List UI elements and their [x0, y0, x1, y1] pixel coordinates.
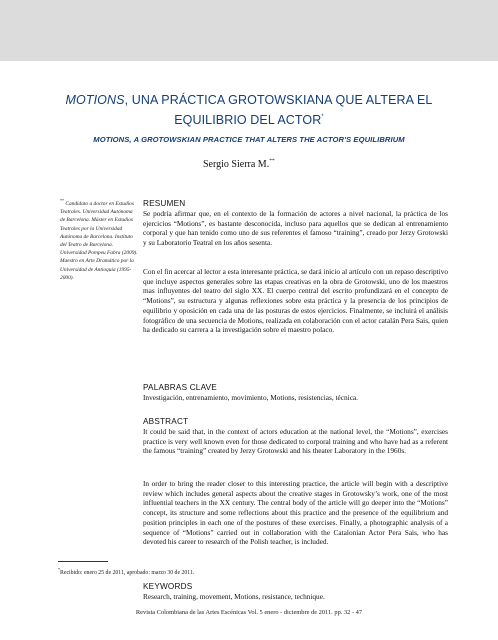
title-rest: , UNA PRÁCTICA GROTOWSKIANA QUE ALTERA EL [124, 93, 433, 107]
palabras-clave-section [143, 383, 448, 403]
footnote [58, 567, 358, 576]
resumen-paragraph-2: Con el fin acercar al lector a esta interesante práctica, se dará inicio al artículo con un repaso descriptivo que incluye aspectos generales sobre las etapas creativas en la obra de Grotowski, uno de los maestros mas influyentes del teatro del siglo XX. El cuerpo central del escrito profundizará en el concepto de “Motions”, su estructura y algunas reflexiones sobre esta práctica y la presencia de los principios de equilibrio y oposición en cada una de las posturas de estos ejercicios. Finalmente, se incluirá el análisis fotográfico de una secuencia de Motions, realizada en colaboración con el actor catalán Pera Sais, quien ha dedicado su carrera a la investigación sobre el maestro polaco. [143, 267, 448, 335]
title-line2: EQUILIBRIO DEL ACTOR [174, 113, 322, 127]
footnote-divider [58, 561, 108, 562]
journal-footer: Revista Colombiana de las Artes Escénicas Vol. 5 enero - diciembre de 2011. pp. 32 - 47 [135, 609, 363, 616]
article-subtitle: MOTIONS, A GROTOWSKIAN PRACTICE THAT ALTERS THE ACTOR'S EQUILIBRIUM [93, 135, 405, 144]
abstract-paragraph-1: It could be said that, in the context of actors education at the national level, the “Motions”, exercises practice is very well known even for those dedicated to corporal training and who have had as a referent the famous “training” created by Jerzy Grotowski and his theater Laboratory in the 1960s. [143, 427, 448, 456]
palabras-clave-heading: PALABRAS CLAVE [143, 383, 217, 392]
header-band [0, 0, 498, 61]
footnote-marker: * [58, 567, 60, 572]
author-sidenote [60, 197, 138, 282]
abstract-heading: ABSTRACT [143, 417, 189, 426]
article-title [50, 92, 448, 129]
resumen-section-2 [143, 267, 448, 335]
keywords-section [143, 582, 448, 602]
resumen-section [143, 199, 448, 248]
title-footnote-marker: * [321, 114, 324, 120]
abstract-section-2 [143, 479, 448, 547]
resumen-paragraph-1: Se podría afirmar que, en el contexto de la formación de actores a nivel nacional, la práctica de los ejercicios “Motions”, es bastante desconocida, incluso para aquellos que se dedican al entrenamiento corporal y que han tenido como uno de sus referentes el famoso “training”, creado por Jerzy Grotowski y su Laboratorio Teatral en los años sesenta. [143, 209, 448, 248]
palabras-clave-text: Investigación, entrenamiento, movimiento, Motions, resistencias, técnica. [143, 393, 358, 402]
resumen-heading: RESUMEN [143, 199, 186, 208]
abstract-section [143, 417, 448, 456]
footnote-text: Recibido: enero 25 de 2011, aprobado: marzo 30 de 2011. [60, 570, 195, 576]
author-marker: ** [269, 158, 275, 164]
keywords-text: Research, training, movement, Motions, resistance, technique. [143, 592, 325, 601]
author [203, 158, 303, 170]
author-name: Sergio Sierra M. [203, 159, 270, 170]
sidenote-text: Candidato a doctor en Estudios Teatrales. Universidad Autónoma de Barcelona. Máster en Estudios Teatrales por la Universidad Autónoma de Barcelona. Instituto del Teatro de Barcelona. Universidad Pompeu Fabra (2009). Maestro en Arte Dramático por la Universidad de Antioquia (1995- 2000). [60, 201, 138, 281]
sidenote-marker: ** [60, 198, 64, 203]
title-italic: MOTIONS [65, 93, 125, 107]
keywords-heading: KEYWORDS [143, 582, 193, 591]
abstract-paragraph-2: In order to bring the reader closer to this interesting practice, the article will begin with a descriptive review which includes general aspects about the creative stages in Grotowsky’s work, one of the most influential teachers in the XX century. The central body of the article will go deeper into the “Motions” concept, its structure and some reflections about this practice and the presence of the equilibrium and position principles in each one of the postures of these exercises. Finally, a photographic analysis of a sequence of “Motions” carried out in collaboration with the Catalonian Actor Pera Sais, who has devoted his career to research of the Polish teacher, is included. [143, 479, 448, 547]
